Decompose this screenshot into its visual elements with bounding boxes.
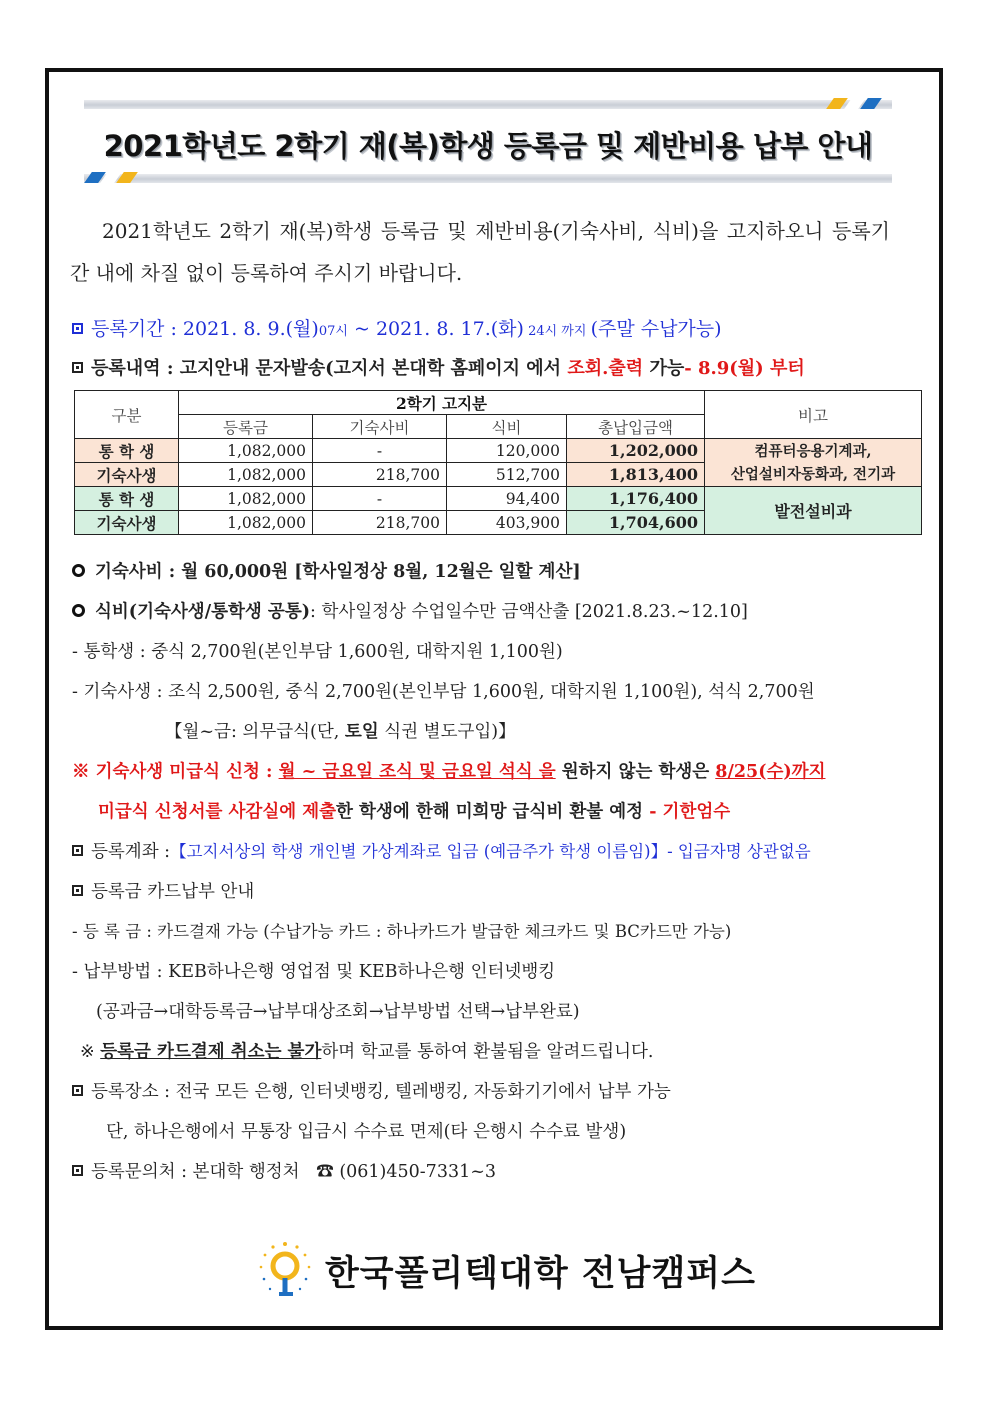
card-tuition-line: - 등 록 금 : 카드결재 가능 (수납가능 카드 : 하나카드가 발급한 체크카드 및 BC카드만 가능) bbox=[72, 922, 732, 941]
square-bullet-icon bbox=[72, 323, 83, 334]
circle-bullet-icon bbox=[72, 604, 85, 617]
header-meal: 식비 bbox=[447, 415, 567, 439]
header-semester: 2학기 고지분 bbox=[179, 391, 705, 415]
registration-details: 등록내역 : 고지안내 문자발송(고지서 본대학 홈페이지 에서 조회.출력 가능- 8.9(월) 부터 bbox=[72, 354, 805, 380]
intro-paragraph bbox=[70, 210, 890, 294]
place-note-line: 단, 하나은행에서 무통장 입금시 수수료 면제(타 은행시 수수료 발생) bbox=[106, 1122, 627, 1142]
square-bullet-icon bbox=[72, 845, 83, 856]
table-row: 통 학 생 1,082,000 - 120,000 1,202,000 컴퓨터응용기계과, 산업설비자동화과, 전기과 bbox=[75, 439, 922, 463]
school-logo bbox=[255, 1238, 756, 1302]
title-bar-top bbox=[84, 100, 892, 109]
card-cancel-line: ※ 등록금 카드결제 취소는 불가하며 학교를 통하여 환불됨을 알려드립니다. bbox=[80, 1042, 654, 1062]
place-line: 등록장소 : 전국 모든 은행, 인터넷뱅킹, 텔레뱅킹, 자동화기기에서 납부 가능 bbox=[72, 1078, 671, 1103]
contact-line: 등록문의처 : 본대학 행정처 ☎ (061)450-7331~3 bbox=[72, 1158, 496, 1183]
header-tuition: 등록금 bbox=[179, 415, 313, 439]
card-method-line: - 납부방법 : KEB하나은행 영업점 및 KEB하나은행 인터넷뱅킹 bbox=[72, 962, 556, 982]
commuter-meal-line: - 통학생 : 중식 2,700원(본인부담 1,600원, 대학지원 1,100원) bbox=[72, 642, 563, 662]
dorm-meal-line: - 기숙사생 : 조식 2,500원, 중식 2,700원(본인부담 1,600원, 대학지원 1,100원), 석식 2,700원 bbox=[72, 682, 815, 702]
table-row: 기숙사생 1,082,000 218,700 512,700 1,813,400 bbox=[75, 463, 922, 487]
header-total: 총납입금액 bbox=[567, 415, 705, 439]
title-bar-bottom bbox=[84, 174, 892, 183]
remark-departments-b: 발전설비과 bbox=[705, 487, 922, 535]
square-bullet-icon bbox=[72, 885, 83, 896]
weekday-meal-note: 【월~금: 의무급식(단, 토일 식권 별도구입)】 bbox=[165, 722, 516, 742]
remark-departments-a: 컴퓨터응용기계과, 산업설비자동화과, 전기과 bbox=[705, 439, 922, 487]
meal-cancel-notice-2: 미급식 신청서를 사감실에 제출한 학생에 한해 미희망 급식비 환불 예정 - 기한엄수 bbox=[98, 802, 731, 822]
card-steps-line: (공과금→대학등록금→납부대상조회→납부방법 선택→납부완료) bbox=[96, 1002, 580, 1022]
title-banner bbox=[84, 100, 892, 186]
intro-text: 2021학년도 2학기 재(복)학생 등록금 및 제반비용(기숙사비, 식비)을 고지하오니 등록기간 내에 차질 없이 등록하여 주시기 바랍니다. bbox=[70, 219, 890, 285]
header-remarks: 비고 bbox=[705, 391, 922, 439]
page-title: 2021학년도 2학기 재(복)학생 등록금 및 제반비용 납부 안내 bbox=[103, 129, 873, 163]
header-group: 구분 bbox=[75, 391, 179, 439]
fee-table bbox=[74, 390, 922, 535]
registration-period: 등록기간 : 2021. 8. 9.(월)07시 ~ 2021. 8. 17.(화) 24시 까지 (주말 수납가능) bbox=[72, 314, 722, 341]
header-dorm: 기숙사비 bbox=[313, 415, 447, 439]
circle-bullet-icon bbox=[72, 564, 85, 577]
polytech-emblem-icon bbox=[255, 1238, 315, 1302]
square-bullet-icon bbox=[72, 362, 83, 373]
account-line: 등록계좌 :【고지서상의 학생 개인별 가상계좌로 입금 (예금주가 학생 이름임)】- 입금자명 상관없음 bbox=[72, 838, 811, 863]
dorm-fee-line: 기숙사비 : 월 60,000원 [학사일정상 8월, 12월은 일할 계산] bbox=[72, 558, 581, 583]
square-bullet-icon bbox=[72, 1085, 83, 1096]
square-bullet-icon bbox=[72, 1165, 83, 1176]
school-name: 한국폴리텍대학 전남캠퍼스 bbox=[325, 1254, 756, 1294]
table-row: 통 학 생 1,082,000 - 94,400 1,176,400 발전설비과 bbox=[75, 487, 922, 511]
meal-fee-line: 식비(기숙사생/통학생 공통): 학사일정상 수업일수만 금액산출 [2021.8.23.~12.10] bbox=[72, 598, 748, 623]
phone-number: ☎ (061)450-7331~3 bbox=[316, 1162, 497, 1182]
meal-cancel-notice: ※ 기숙사생 미급식 신청 : 월 ~ 금요일 조식 및 금요일 석식 을 원하지 않는 학생은 8/25(수)까지 bbox=[72, 762, 826, 782]
card-title-line: 등록금 카드납부 안내 bbox=[72, 878, 254, 903]
table-row: 기숙사생 1,082,000 218,700 403,900 1,704,600 bbox=[75, 511, 922, 535]
